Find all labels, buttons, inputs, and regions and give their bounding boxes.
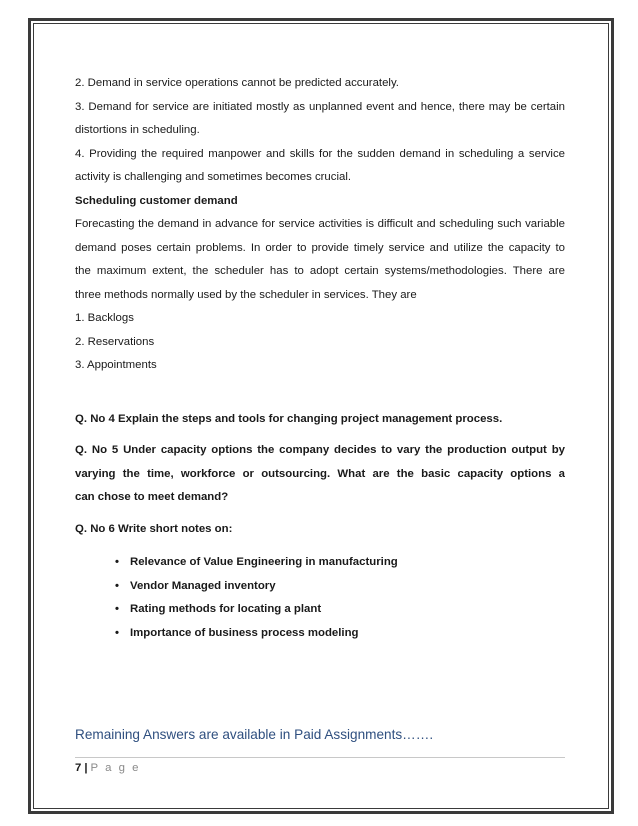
list-item: activity is challenging and sometimes becomes crucial.	[75, 171, 352, 183]
footer-divider	[75, 757, 565, 758]
bullet-icon: •	[115, 579, 119, 592]
method-item: 2. Reservations	[75, 335, 155, 348]
spacer	[75, 378, 565, 408]
list-item: • Vendor Managed inventory	[115, 575, 565, 599]
list-item: 3. Demand for service are initiated mostly as unplanned event and hence, there may be certain	[75, 100, 565, 113]
question-5-line: can chose to meet demand?	[75, 491, 229, 503]
topic-list	[75, 551, 565, 645]
page-number: 7	[75, 762, 82, 774]
list-item: 2. Demand in service operations cannot be predicted accurately.	[75, 77, 399, 89]
list-item: • Importance of business process modeling	[115, 622, 565, 646]
bullet-icon: •	[115, 626, 119, 639]
page-content	[75, 72, 565, 645]
method-item: 1. Backlogs	[75, 312, 134, 324]
section-heading: Scheduling customer demand	[75, 194, 238, 207]
bullet-icon: •	[115, 603, 119, 615]
question-5	[75, 439, 565, 510]
paragraph-line: the maximum extent, the scheduler has to adopt certain systems/methodologies. There are	[75, 265, 565, 277]
page-footer	[75, 759, 140, 777]
paragraph-line: three methods normally used by the scheduler in services. They are	[75, 288, 417, 301]
question-4: Q. No 4 Explain the steps and tools for changing project management process.	[75, 412, 503, 425]
method-item: 3. Appointments	[75, 359, 157, 371]
footer-separator: |	[84, 762, 88, 774]
question-5-line: varying the time, workforce or outsourcing. What are the basic capacity options a	[75, 467, 565, 480]
list-item: 4. Providing the required manpower and skills for the sudden demand in scheduling a service	[75, 147, 565, 160]
remaining-answers-note: Remaining Answers are available in Paid Assignments…….	[75, 727, 434, 742]
paragraph-line: demand poses certain problems. In order to provide timely service and utilize the capacity to	[75, 241, 565, 254]
page-label: P a g e	[90, 762, 141, 774]
bullet-icon: •	[115, 556, 119, 568]
list-item: distortions in scheduling.	[75, 124, 200, 136]
list-item: • Rating methods for locating a plant	[115, 598, 565, 622]
question-6: Q. No 6 Write short notes on:	[75, 522, 233, 535]
question-5-line: Q. No 5 Under capacity options the company decides to vary the production output by	[75, 444, 565, 456]
list-item: • Relevance of Value Engineering in manufacturing	[115, 551, 565, 575]
paragraph-line: Forecasting the demand in advance for service activities is difficult and scheduling such variable	[75, 218, 565, 230]
